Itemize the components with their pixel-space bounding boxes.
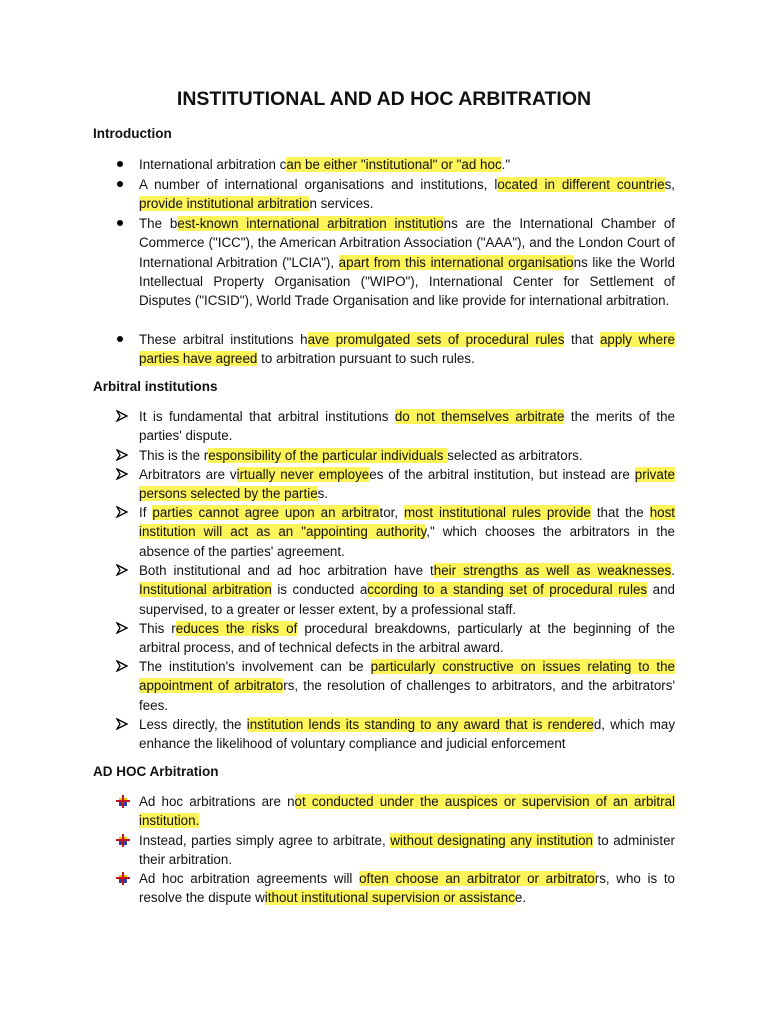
text-run: is conducted a <box>271 582 368 598</box>
highlighted-text: most institutional rules provide <box>404 505 591 520</box>
text-run: ." <box>501 157 511 172</box>
highlighted-text: educes the risks of <box>175 621 298 636</box>
highlighted-text: esponsibility of the particular individuals <box>208 448 448 463</box>
list-item-text <box>139 503 675 561</box>
list-item-text <box>139 657 675 715</box>
text-run: d, which may enhance the likelihood of voluntary compliance and judicial enforcement <box>139 717 676 752</box>
text-run: s. <box>317 486 329 502</box>
highlighted-text: do not themselves arbitrate <box>394 409 565 424</box>
highlighted-text: provide institutional arbitratio <box>139 196 310 212</box>
highlighted-text: an be either "institutional" or "ad hoc <box>286 157 502 172</box>
list-item-text <box>139 619 675 658</box>
cross-square-bullet-icon <box>116 792 128 811</box>
highlighted-text: apart from this international organisatio <box>338 254 574 270</box>
section-heading-introduction: Introduction <box>93 126 172 141</box>
text-run: This r <box>139 621 176 636</box>
text-run: Ad hoc arbitrations are n <box>139 794 295 809</box>
text-run: procedural breakdowns, particularly at the beginning of the arbitral process, and of technical defects in the arbitral award. <box>139 621 675 656</box>
round-bullet-icon <box>116 155 128 174</box>
text-run: Instead, parties simply agree to arbitrate, <box>139 833 391 848</box>
text-run: to administer their arbitration. <box>139 833 675 868</box>
highlighted-text: Institutional arbitration <box>139 582 272 598</box>
round-bullet-icon <box>116 214 128 233</box>
cross-square-bullet-icon <box>116 831 128 850</box>
round-bullet-icon <box>116 330 128 349</box>
text-run: Less directly, the <box>139 717 247 732</box>
arrowhead-bullet-icon <box>116 619 128 638</box>
text-run: International arbitration c <box>139 157 287 172</box>
text-run: s, <box>664 177 675 192</box>
text-run: The b <box>139 216 178 231</box>
highlighted-text: institution lends its standing to any award that is rendere <box>246 717 594 732</box>
text-run: Both institutional and ad hoc arbitration have t <box>139 563 434 578</box>
text-run: that <box>564 332 600 347</box>
arrowhead-bullet-icon <box>116 503 128 522</box>
text-run: and supervised, to a greater or lesser extent, by a professional staff. <box>139 582 676 617</box>
highlighted-text: est-known international arbitration institutio <box>177 216 444 231</box>
round-bullet-icon <box>116 175 128 194</box>
highlighted-text: ccording to a standing set of procedural rules <box>367 582 648 598</box>
list-item-text <box>139 792 675 831</box>
list-item-text <box>139 446 675 465</box>
highlighted-text: often choose an arbitrator or arbitrato <box>359 871 595 886</box>
highlighted-text: ot conducted under the auspices or supervision of an arbitral institution. <box>139 794 675 829</box>
arrowhead-bullet-icon <box>116 561 128 580</box>
list-item-text <box>139 175 675 214</box>
text-run: es of the arbitral institution, but instead are <box>369 467 635 482</box>
highlighted-text: apply where parties have agreed <box>139 332 675 367</box>
list-item-text <box>139 715 675 754</box>
highlighted-text: irtually never employe <box>236 467 370 482</box>
highlighted-text: private persons selected by the partie <box>139 467 675 502</box>
list-item-text <box>139 831 675 870</box>
list-item-text <box>139 561 675 619</box>
text-run: tor, <box>379 505 405 520</box>
highlighted-text: ave promulgated sets of procedural rules <box>307 332 565 347</box>
text-run: rs, who is to resolve the dispute w <box>139 871 675 906</box>
text-run: ns are the International Chamber of Commerce ("ICC"), the American Arbitration Association ("AAA"), and the London Court of International Arbitration ("LCIA"), <box>139 216 675 270</box>
arrowhead-bullet-icon <box>116 715 128 734</box>
text-run: A number of international organisations and institutions, l <box>139 177 498 192</box>
text-run: . <box>671 563 675 578</box>
section-heading-ad-hoc-arbitration: AD HOC Arbitration <box>93 764 219 779</box>
highlighted-text: particularly constructive on issues relating to the appointment of arbitrato <box>139 659 676 694</box>
highlighted-text: host institution will act as an "appointing authority <box>139 505 675 540</box>
text-run: to arbitration pursuant to such rules. <box>257 351 475 367</box>
section-heading-arbitral-institutions: Arbitral institutions <box>93 379 218 394</box>
highlighted-text: parties cannot agree upon an arbitra <box>152 505 380 520</box>
text-run: Ad hoc arbitration agreements will <box>139 871 360 886</box>
cross-square-bullet-icon <box>116 869 128 888</box>
text-run: selected as arbitrators. <box>447 448 583 463</box>
list-item-text <box>139 869 675 908</box>
text-run: This is the r <box>139 448 209 463</box>
text-run: The institution's involvement can be <box>139 659 371 674</box>
text-run: It is fundamental that arbitral institutions <box>139 409 395 424</box>
text-run: e. <box>514 890 527 906</box>
highlighted-text: ithout institutional supervision or assistanc <box>264 890 515 906</box>
document-title: INSTITUTIONAL AND AD HOC ARBITRATION <box>176 88 592 110</box>
text-run: that the <box>590 505 650 520</box>
text-run: If <box>139 505 153 520</box>
list-item-text <box>139 330 675 369</box>
text-run: rs, the resolution of challenges to arbitrators, and the arbitrators' fees. <box>139 678 675 713</box>
arrowhead-bullet-icon <box>116 465 128 484</box>
list-item-text <box>139 155 675 174</box>
text-run: n services. <box>309 196 374 212</box>
arrowhead-bullet-icon <box>116 407 128 426</box>
arrowhead-bullet-icon <box>116 446 128 465</box>
text-run: ns like the World Intellectual Property Organisation ("WIPO"), International Center for Settlement of Disputes ("ICSID"), World Trade Organisation and like provide for international arbitration. <box>139 254 675 309</box>
highlighted-text: without designating any institution <box>390 833 593 848</box>
list-item-text <box>139 214 675 310</box>
list-item-text <box>139 465 675 504</box>
text-run: Arbitrators are v <box>139 467 237 482</box>
highlighted-text: ocated in different countrie <box>497 177 665 192</box>
text-run: the merits of the parties' dispute. <box>139 409 675 444</box>
list-item-text <box>139 407 675 446</box>
text-run: ," which chooses the arbitrators in the absence of the parties' agreement. <box>139 524 675 559</box>
arrowhead-bullet-icon <box>116 657 128 676</box>
text-run: These arbitral institutions h <box>139 332 308 347</box>
highlighted-text: heir strengths as well as weaknesses <box>433 563 672 578</box>
